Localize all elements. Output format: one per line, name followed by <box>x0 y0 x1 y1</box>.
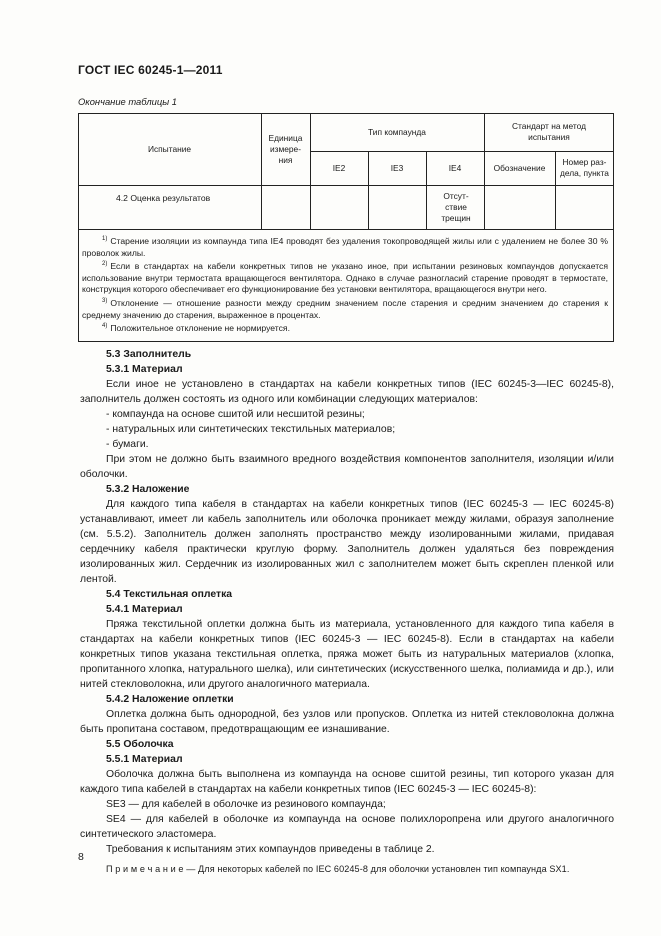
footnote <box>82 296 608 321</box>
header-ie4: IE4 <box>448 162 462 173</box>
header-standard-line: Стандарт на метод <box>511 121 587 131</box>
paragraph: Для каждого типа кабеля в стандартах на кабели конкретных типов (IEC 60245-3 — IEC 60245-8) устанавливают, имеет ли кабель заполнитель или оболочка проникает между жилами, образуя заполнение (см. 5.5.2). Заполнитель должен заполнять пространство между изолированными жилами, придавая сердечнику кабеля практически круглую форму. Заполнитель должен удаляться без повреждения изолированных жил. Сердечник из изолированных жил с заполнителем может быть скреплен пленкой или лентой. <box>80 499 614 585</box>
footnote-text: Отклонение — отношение разности между средним значением после старения и средним значением до старения к среднему значению до старения, выраженное в процентах. <box>82 297 608 320</box>
footnote-mark: 3) <box>102 297 108 304</box>
document-body <box>80 347 614 877</box>
result-line: трещин <box>441 213 471 223</box>
subsection-heading: 5.5.1 Материал <box>106 754 183 765</box>
subsection-heading: 5.4.2 Наложение оплетки <box>106 694 234 705</box>
footnote <box>82 259 608 296</box>
paragraph: Если иное не установлено в стандартах на кабели конкретных типов (IEC 60245-3—IEC 60245-8), заполнитель должен состоять из одного или комбинации следующих материалов: <box>80 379 614 405</box>
header-ie3: IE3 <box>390 162 404 173</box>
section-heading: 5.3 Заполнитель <box>106 349 192 360</box>
footnote <box>82 234 608 259</box>
header-standard <box>484 113 614 151</box>
header-unit <box>261 113 310 185</box>
note <box>80 862 614 877</box>
table-row-label: 4.2 Оценка результатов <box>116 193 211 203</box>
header-unit-line: ния <box>278 154 293 165</box>
result-line: Отсут- <box>443 191 469 201</box>
paragraph: При этом не должно быть взаимного вредного воздействия компонентов заполнителя, изоляции и/или оболочки. <box>80 454 614 480</box>
paragraph: SE4 — для кабелей в оболочке из компаунда на основе полихлоропрена или другого аналогичного синтетического эластомера. <box>80 814 614 840</box>
footnote-text: Положительное отклонение не нормируется. <box>110 323 290 334</box>
result-line: ствие <box>445 202 467 212</box>
header-section-number <box>555 151 614 185</box>
header-section-line: дела, пункта <box>560 168 609 178</box>
header-section-line: Номер раз- <box>562 157 607 167</box>
subsection-heading: 5.4.1 Материал <box>106 604 183 615</box>
table-footnotes <box>82 234 608 335</box>
table-caption: Окончание таблицы 1 <box>78 96 177 107</box>
subsection-heading: 5.3.2 Наложение <box>106 484 190 495</box>
section-heading: 5.5 Оболочка <box>106 739 174 750</box>
paragraph: Требования к испытаниям этих компаундов приведены в таблице 2. <box>106 844 435 855</box>
header-test: Испытание <box>147 143 192 154</box>
header-standard-line: испытания <box>528 132 570 142</box>
test-table <box>78 113 614 342</box>
table-cell-ie4-result <box>428 191 484 224</box>
header-designation: Обозначение <box>493 162 546 173</box>
header-ie2: IE2 <box>332 162 346 173</box>
footnote-text: Если в стандартах на кабели конкретных типов не указано иное, при испытании резиновых компаундов допускается использование внутри термостата вращающегося вентилятора. Однако в случае разногласий старение проводят в термостате, конструкция которого обеспечивает его функционирование без установки вентилятора, вращающегося внутри него. <box>82 261 608 295</box>
note-label: П р и м е ч а н и е — <box>106 864 196 874</box>
document-header: ГОСТ IEC 60245-1—2011 <box>78 63 223 77</box>
footnote-mark: 4) <box>102 323 108 330</box>
footnote-mark: 2) <box>102 261 108 268</box>
footnote-text: Старение изоляции из компаунда типа IE4 проводят без удаления токопроводящей жилы или с удалением не более 30 % проволок жилы. <box>82 236 608 258</box>
footnote-mark: 1) <box>102 236 108 242</box>
paragraph: Оплетка должна быть однородной, без узлов или пропусков. Оплетка из нитей стекловолокна должна быть пропитана составом, предотвращающим ее изнашивание. <box>80 709 614 735</box>
page-number: 8 <box>78 851 84 863</box>
subsection-heading: 5.3.1 Материал <box>106 364 183 375</box>
header-compound-type: Тип компаунда <box>368 126 426 137</box>
list-item: - натуральных или синтетических текстильных материалов; <box>106 424 396 435</box>
header-unit-line: измере- <box>269 143 302 154</box>
list-item: - компаунда на основе сшитой или несшитой резины; <box>106 409 365 420</box>
list-item: - бумаги. <box>106 439 149 450</box>
paragraph: SE3 — для кабелей в оболочке из резинового компаунда; <box>106 799 386 810</box>
section-heading: 5.4 Текстильная оплетка <box>106 589 233 600</box>
paragraph: Оболочка должна быть выполнена из компаунда на основе сшитой резины, тип которого указан для каждого типа кабелей в стандартах на кабели конкретных типов (IEC 60245-3 — IEC 60245-8): <box>80 769 614 795</box>
paragraph: Пряжа текстильной оплетки должна быть из материала, установленного для каждого типа кабеля в стандартах на кабели конкретных типов (IEC 60245-3 — IEC 60245-8). Если в стандартах на кабели конкретных типов указана текстильная оплетка, пряжа может быть из натуральных материалов (хлопка, пропитанного хлопка, натурального шелка), или синтетических (искусственного шелка, полиамида и др.), или нитей стекловолокна, или другого аналогичного материала. <box>80 619 614 690</box>
footnote <box>82 321 608 335</box>
note-text: Для некоторых кабелей по IEC 60245-8 для оболочки установлен тип компаунда SX1. <box>198 864 570 874</box>
header-unit-line: Единица <box>268 132 303 143</box>
